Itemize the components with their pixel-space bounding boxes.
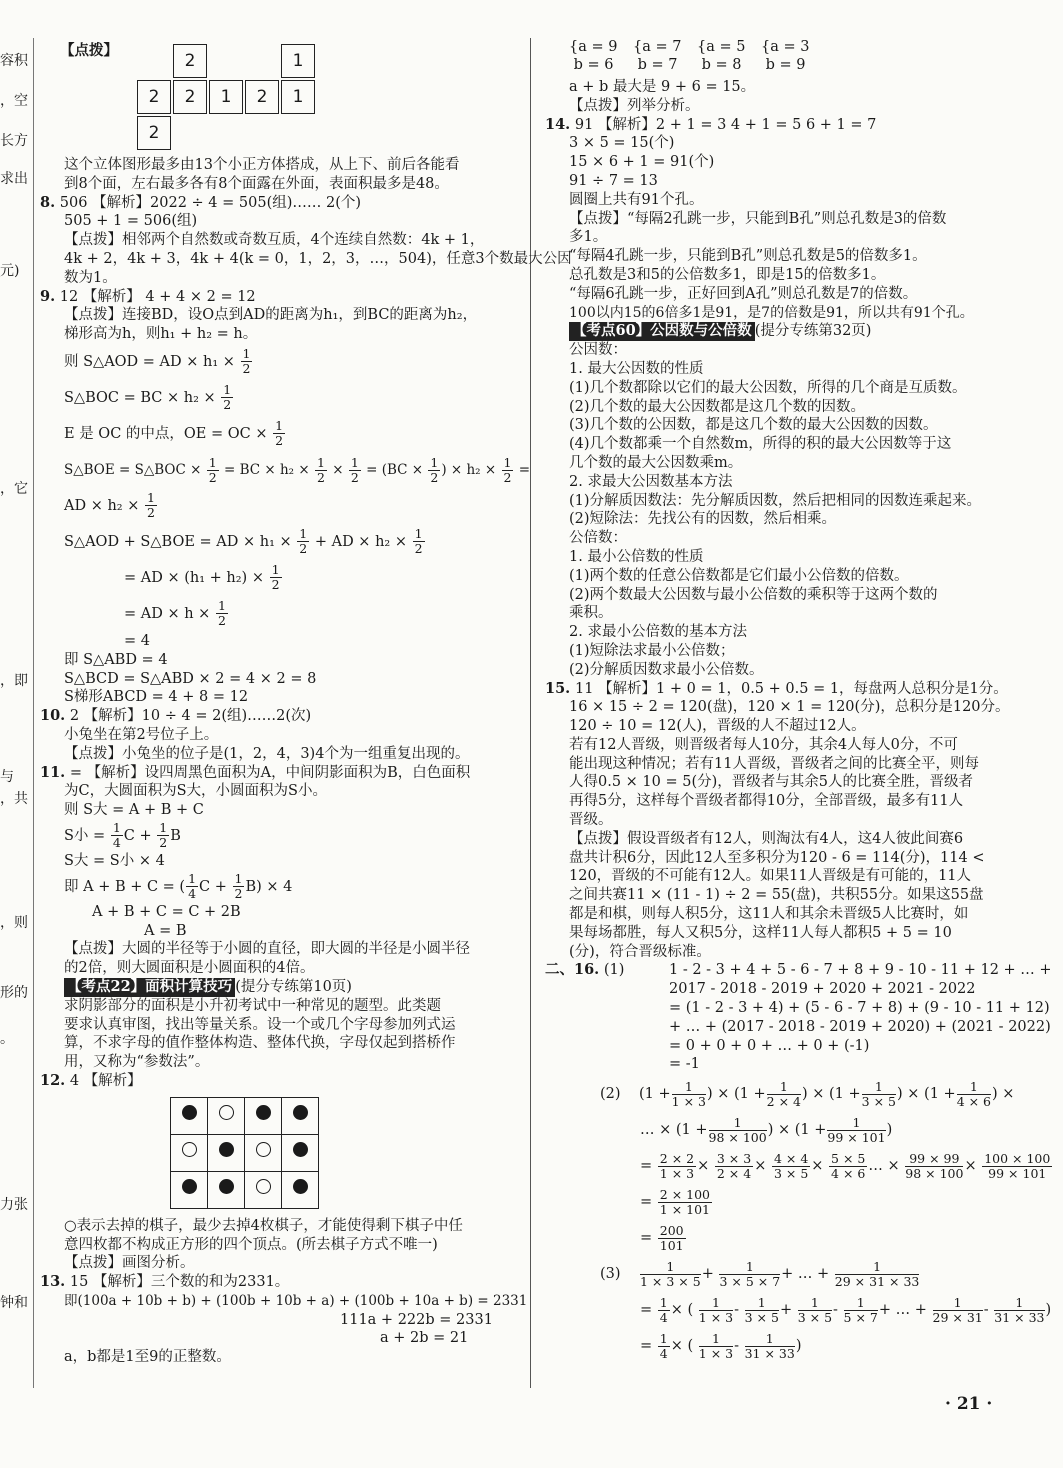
text-line: 120，晋级的不可能有12人。如果11人晋级是有可能的，11人: [569, 868, 972, 885]
text-line: 【点拨】连接BD，设O点到AD的距离为h₁，到BC的距离为h₂，: [64, 307, 478, 324]
fraction: $\frac{1}{4}$: [659, 1294, 668, 1325]
fraction: $\frac{2 \times 100}{1 \times 101}$: [659, 1186, 710, 1217]
black-piece-icon: [293, 1142, 308, 1157]
text-line: 到8个面，左右最多各有8个面露在外面，表面积最多是48。: [64, 175, 449, 192]
board-cell: [208, 1134, 245, 1171]
text-line: = -1: [669, 1056, 700, 1073]
fraction: $\frac{1}{2}$: [234, 871, 243, 902]
text-line: = 【解析】设四周黑色面积为A，中间阴影面积为B，白色面积: [69, 764, 471, 781]
math-text: 则 S△AOD = AD × h₁ ×: [64, 353, 235, 370]
chessboard-figure: [170, 1097, 319, 1209]
net-cell: 2: [245, 80, 279, 114]
text-line: 506 【解析】2022 ÷ 4 = 505(组)…… 2(个): [59, 194, 362, 211]
text-line: + … + (2017 - 2018 - 2019 + 2020) + (2021 - 2022): [669, 1018, 1051, 1035]
board-cell: [208, 1171, 245, 1208]
fraction: $\frac{1}{3 \times 5}$: [861, 1078, 896, 1109]
fraction: $\frac{1}{98 \times 100}$: [708, 1114, 767, 1145]
net-cell: 2: [137, 80, 171, 114]
board-cell: [171, 1171, 208, 1208]
fraction: $\frac{1}{3 \times 5}$: [797, 1294, 833, 1325]
black-piece-icon: [182, 1179, 197, 1194]
text-line: 晋级。: [569, 812, 613, 829]
text-line: 3 × 5 = 15(个): [569, 135, 675, 152]
text-line: 再得5分，这样每个晋级者都得10分，全部晋级，最多有11人: [569, 793, 964, 810]
text-line: 2. 求最大公因数基本方法: [569, 473, 733, 490]
text-line: 几个数的最大公因数乘m。: [569, 454, 743, 471]
removed-piece-icon: [256, 1142, 271, 1157]
net-cell: 1: [281, 44, 315, 78]
edge-fragment: ，空: [0, 93, 28, 109]
text-line: 【点拨】假设晋级者有12人，则淘汰有4人，这4人彼此间赛6: [569, 830, 964, 847]
net-cell: 2: [173, 80, 207, 114]
black-piece-icon: [219, 1179, 234, 1194]
fraction: $\frac{100 \times 100}{99 \times 101}$: [984, 1150, 1051, 1181]
text-line: 总孔数是3和5的公倍数多1，即是15的倍数多1。: [569, 266, 886, 283]
text-line: 2. 求最小公倍数的基本方法: [569, 624, 747, 641]
fraction: $\frac{1}{2}$: [146, 490, 155, 521]
board-cell: [245, 1134, 282, 1171]
question-number: 13.: [40, 1273, 66, 1291]
question-number: 9.: [40, 287, 56, 305]
black-piece-icon: [219, 1142, 234, 1157]
fraction: $\frac{1}{4}$: [112, 820, 121, 851]
text-line: A = B: [144, 922, 187, 939]
fraction: $\frac{1}{2}$: [350, 454, 359, 485]
text-line: 111a + 222b = 2331: [340, 1311, 493, 1328]
text-line: 的2倍，则大圆面积是小圆面积的4倍。: [64, 960, 315, 977]
math-text: ) × h₂ ×: [441, 461, 497, 478]
math-text: AD × h₂ ×: [64, 497, 140, 514]
text-line: 1. 最小公倍数的性质: [569, 548, 704, 565]
edge-fragment: 长方: [0, 133, 28, 149]
text-line: (2)分解质因数求最小公倍数。: [569, 661, 764, 678]
text-line: = (1 - 2 - 3 + 4) + (5 - 6 - 7 + 8) + (9 - 10 - 11 + 12): [669, 1000, 1050, 1017]
math-text: = AD × h ×: [124, 605, 211, 622]
fraction: $\frac{1}{1 \times 3}$: [671, 1078, 706, 1109]
board-cell: [282, 1134, 319, 1171]
fraction: $\frac{1}{2}$: [208, 454, 217, 485]
text-line: 要求认真审图，找出等量关系。设一个或几个字母参加列式运: [64, 1016, 456, 1033]
fraction: $\frac{1}{31 \times 33}$: [744, 1330, 795, 1361]
question-number: 14.: [545, 115, 571, 133]
fraction: $\frac{1}{2}$: [223, 382, 232, 413]
text-line: 【点拨】“每隔2孔跳一步，只能到B孔”则总孔数是3的倍数: [569, 210, 947, 227]
removed-piece-icon: [182, 1142, 197, 1157]
black-piece-icon: [293, 1105, 308, 1120]
edge-fragment: 元): [0, 263, 20, 279]
edge-fragment: 。: [0, 1031, 14, 1047]
edge-fragment: 力张: [0, 1197, 28, 1213]
system-4: {a = 3 b = 9: [761, 39, 810, 73]
math-text: S小 =: [64, 827, 106, 844]
text-line: 91 【解析】2 + 1 = 3 4 + 1 = 5 6 + 1 = 7: [574, 116, 877, 133]
text-line: 算，不求字母的值作整体构造、整体代换，字母仅起到搭桥作: [64, 1035, 456, 1052]
text-line: A + B + C = C + 2B: [92, 903, 241, 920]
text-line: 多1。: [569, 229, 608, 246]
math-text: S△BOC = BC × h₂ ×: [64, 389, 216, 406]
text-line: (4)几个数都乘一个自然数m，所得的积的最大公因数等于这: [569, 436, 952, 453]
math-text: C +: [199, 878, 227, 895]
text-line: (1)几个数都除以它们的最大公因数，所得的几个商是互质数。: [569, 379, 967, 396]
math-text: E 是 OC 的中点，OE = OC ×: [64, 425, 268, 442]
text-line: (分)，符合晋级标准。: [569, 943, 711, 960]
edge-fragment: 容积: [0, 53, 28, 69]
fraction: $\frac{1}{2}$: [217, 598, 226, 629]
text-line: (3)几个数的公因数，都是这几个数的最大公因数的因数。: [569, 417, 938, 434]
text-line: 2017 - 2018 - 2019 + 2020 + 2021 - 2022: [669, 981, 976, 998]
math-text: = (BC ×: [366, 461, 424, 478]
text-line: 公倍数：: [569, 530, 627, 547]
key-point-label: 【考点22】面积计算技巧: [64, 978, 235, 997]
text-line: 4 【解析】: [69, 1072, 142, 1089]
net-cell: 2: [137, 116, 171, 150]
removed-piece-icon: [219, 1105, 234, 1120]
fraction: $\frac{1}{4}$: [188, 871, 197, 902]
gutter-line: [33, 38, 34, 1388]
fraction: $\frac{1}{2}$: [414, 526, 423, 557]
text-line: 11 【解析】1 + 0 = 1，0.5 + 0.5 = 1，每盘两人总积分是1分。: [575, 680, 1008, 697]
text-line: 91 ÷ 7 = 13: [569, 172, 658, 189]
board-cell: [245, 1097, 282, 1134]
text-line: 即(100a + 10b + b) + (100b + 10b + a) + (100b + 10a + b) = 2331: [64, 1292, 528, 1309]
text-line: 若有12人晋级，则晋级者每人10分，其余4人每人0分，不可: [569, 736, 958, 753]
question-number: 15.: [545, 679, 571, 697]
black-piece-icon: [182, 1105, 197, 1120]
math-text: B) × 4: [245, 878, 293, 895]
text-line: a，b都是1至9的正整数。: [64, 1349, 231, 1366]
left-column: [40, 38, 572, 1367]
text-line: 人得0.5 × 10 = 5(分)，晋级者与其余5人的比赛全胜，晋级者: [569, 774, 974, 791]
text-line: 这个立体图形最多由13个小正方体搭成，从上下、前后各能看: [64, 157, 460, 173]
text-line: 能出现这种情况；若有11人晋级，晋级者之间的比赛全平，则每: [569, 755, 979, 772]
edge-fragment: 钟和: [0, 1295, 28, 1311]
edge-fragment: ，则: [0, 915, 28, 931]
board-row: [171, 1097, 319, 1134]
fraction: $\frac{1}{4 \times 6}$: [956, 1078, 992, 1109]
math-text: 即 S△ABD = 4: [64, 651, 168, 668]
text-line: 120 ÷ 10 = 12(人)，晋级的人不超过12人。: [569, 718, 866, 735]
system-1: {a = 9 b = 6: [569, 39, 618, 73]
q16-part3: (3) $\frac{1}{1 \times 3 \times 5}$ + $\frac{1}{3 \times 5 \times 7}$ + … + $\frac{1}{29 \times 31 \times 33}$ = $\frac{1}{4}$ × ( $\frac{1}{1 \times 3}$ - $\frac{1}{3 \times 5}$ + $\frac{1}{3 \times 5}$ - $\frac{1}{5 \times 7}$ + … + $\frac{1}{29 \times 31}$ - $\frac{1}{31 \times 33}$ ) = $\frac{1}{4}$ × ( $\frac{1}{1 \times 3}$ - $\frac{1}{31 \times 33}$ ): [600, 1258, 1052, 1361]
edge-fragment: 与: [0, 769, 14, 785]
text-line: “每隔4孔跳一步，只能到B孔”则总孔数是5的倍数多1。: [569, 248, 927, 265]
key-point-60-body: [545, 341, 1025, 679]
sub-label: (3): [600, 1266, 621, 1283]
adjacent-page-fragments: [0, 40, 30, 1340]
text-line: 1 - 2 - 3 + 4 + 5 - 6 - 7 + 8 + 9 - 10 - 11 + 12 + … +: [669, 962, 1052, 979]
text-line: 乘积。: [569, 605, 613, 622]
fraction: $\frac{3 \times 3}{2 \times 4}$: [716, 1150, 752, 1181]
text-line: 求阴影部分的面积是小升初考试中一种常见的题型。此类题: [64, 997, 441, 1014]
math-text: = BC × h₂ ×: [223, 461, 310, 478]
text-line: 小兔坐在第2号位子上。: [64, 726, 219, 743]
text-line: 1. 最大公因数的性质: [569, 360, 704, 377]
board-cell: [245, 1171, 282, 1208]
board-cell: [282, 1171, 319, 1208]
math-text: =: [518, 461, 531, 478]
math-text: ×: [332, 461, 344, 478]
text-line: (2)短除法：先找公有的因数，然后相乘。: [569, 511, 837, 528]
text-line: 意四枚都不构成正方形的四个顶点。(所去棋子方式不唯一): [64, 1236, 438, 1253]
sub-label: (1): [603, 962, 625, 979]
fraction: $\frac{1}{2 \times 4}$: [766, 1078, 801, 1109]
text-line: 都是和棋，则每人积5分，这11人和其余未晋级5人比赛时，如: [569, 906, 969, 923]
fraction: $\frac{1}{31 \times 33}$: [994, 1294, 1045, 1325]
fraction: $\frac{2 \times 2}{1 \times 3}$: [659, 1150, 695, 1181]
text-line: (1)两个数的任意公倍数都是它们最小公倍数的倍数。: [569, 567, 909, 584]
hint-label: 【点拨】: [60, 42, 118, 59]
text-line: S大 = S小 × 4: [64, 852, 165, 869]
text-line: (1)分解质因数法：先分解质因数，然后把相同的因数连乘起来。: [569, 492, 982, 509]
edge-fragment: ，共: [0, 791, 28, 807]
text-line: a + b 最大是 9 + 6 = 15。: [569, 79, 756, 95]
removed-piece-icon: [256, 1179, 271, 1194]
math-text: B: [170, 827, 181, 844]
equation-systems: [545, 38, 1025, 78]
text-line: 12 【解析】 4 + 4 × 2 = 12: [59, 288, 256, 305]
text-line: 15 【解析】三个数的和为2331。: [69, 1274, 290, 1291]
text-line: 15 × 6 + 1 = 91(个): [569, 154, 715, 171]
text-line: 果每场都胜，每人又积5分，这样11人每人都积5 + 5 = 10: [569, 924, 952, 941]
question-number: 二、16.: [545, 961, 600, 979]
board-cell: [171, 1134, 208, 1171]
fraction: $\frac{1}{1 \times 3}$: [698, 1330, 734, 1361]
fraction: $\frac{1}{2}$: [159, 820, 168, 851]
fraction: $\frac{1}{2}$: [275, 418, 284, 449]
key-point-ref: (提分专练第10页): [235, 978, 352, 995]
fraction: $\frac{1}{2}$: [271, 562, 280, 593]
text-line: 【点拨】小兔坐的位子是(1，2，4，3)4个为一组重复出现的。: [64, 745, 470, 762]
text-line: 盘共计积6分，因此12人至多积分为120 - 6 = 114(分)，114 <: [569, 849, 985, 866]
text-line: 【点拨】画图分析。: [64, 1255, 195, 1272]
board-row: [171, 1171, 319, 1208]
math-text: S△BOE = S△BOC ×: [64, 461, 202, 478]
text-line: 数为1。: [64, 269, 117, 286]
question-number: 10.: [40, 707, 66, 725]
fraction: $\frac{1}{2}$: [316, 454, 325, 485]
page-number: · 21 ·: [945, 1394, 993, 1414]
q7-net-block: [40, 38, 520, 156]
black-piece-icon: [256, 1105, 271, 1120]
fraction: $\frac{1}{2}$: [430, 454, 439, 485]
question-number: 12.: [40, 1071, 66, 1089]
text-line: 梯形高为h，则h₁ + h₂ = h。: [64, 326, 258, 343]
net-cell: 1: [281, 80, 315, 114]
system-2: {a = 7 b = 7: [633, 39, 682, 73]
fraction: $\frac{1}{2}$: [299, 526, 308, 557]
fraction: $\frac{1}{29 \times 31}$: [932, 1294, 983, 1325]
black-piece-icon: [293, 1179, 308, 1194]
text-line: 用，又称为“参数法”。: [64, 1054, 210, 1071]
edge-fragment: 形的: [0, 985, 28, 1001]
text-line: 100以内15的6倍多1是91，是7的倍数是91，所以共有91个孔。: [569, 304, 974, 321]
math-text: + AD × h₂ ×: [314, 533, 407, 550]
math-text: 即 A + B + C = (: [64, 878, 186, 895]
fraction: $\frac{1}{99 \times 101}$: [827, 1114, 886, 1145]
text-line: 之间共赛11 × (11 - 1) ÷ 2 = 55(盘)，共积55分。如果这55盘: [569, 887, 984, 904]
edge-fragment: ，它: [0, 481, 28, 497]
board-cell: [171, 1097, 208, 1134]
fraction: $\frac{1}{4}$: [659, 1330, 668, 1361]
text-line: 【点拨】列举分析。: [569, 97, 700, 114]
fraction: $\frac{99 \times 99}{98 \times 100}$: [905, 1150, 964, 1181]
fraction: $\frac{1}{29 \times 31 \times 33}$: [834, 1258, 920, 1289]
column-divider: [530, 38, 531, 1388]
text-line: 【点拨】相邻两个自然数或奇数互质，4个连续自然数：4k + 1，: [64, 232, 485, 249]
math-text: S△AOD + S△BOE = AD × h₁ ×: [64, 533, 292, 550]
question-number: 11.: [40, 763, 66, 781]
net-cell: 1: [209, 80, 243, 114]
text-line: 4k + 2，4k + 3，4k + 4(k = 0，1，2，3，…，504)，任意3个数最大公因: [64, 250, 572, 267]
fraction: $\frac{1}{2}$: [503, 454, 512, 485]
text-line: = 0 + 0 + 0 + … + 0 + (-1): [669, 1037, 870, 1054]
right-column: [545, 38, 1052, 1364]
system-3: {a = 5 b = 8: [697, 39, 746, 73]
q9-derivation: [40, 344, 531, 707]
fraction: $\frac{1}{1 \times 3}$: [698, 1294, 734, 1325]
text-line: 则 S大 = A + B + C: [64, 802, 204, 819]
board-cell: [208, 1097, 245, 1134]
text-line: ○表示去掉的棋子，最少去掉4枚棋子，才能使得剩下棋子中任: [64, 1217, 463, 1234]
cube-net-figure: [135, 38, 520, 156]
fraction: $\frac{5 \times 5}{4 \times 6}$: [831, 1150, 866, 1181]
text-line: (1)短除法求最小公倍数；: [569, 642, 735, 659]
question-number: 8.: [40, 193, 56, 211]
text-line: 为C，大圆面积为S大，小圆面积为S小。: [64, 783, 327, 800]
math-text: S梯形ABCD = 4 + 8 = 12: [64, 689, 249, 706]
fraction: $\frac{1}{5 \times 7}$: [843, 1294, 878, 1325]
board-cell: [282, 1097, 319, 1134]
text-line: 505 + 1 = 506(组): [64, 213, 198, 230]
key-point-label: 【考点60】公因数与公倍数: [569, 322, 755, 341]
text-line: (2)几个数的最大公因数都是这几个数的因数。: [569, 398, 866, 415]
text-line: 圆圈上共有91个孔。: [569, 191, 704, 208]
text-line: 16 × 15 ÷ 2 = 120(盘)，120 × 1 = 120(分)，总积分是120分。: [569, 699, 1010, 716]
text-line: a + 2b = 21: [380, 1330, 469, 1347]
math-text: S△BCD = S△ABD × 2 = 4 × 2 = 8: [64, 670, 317, 687]
fraction: $\frac{1}{3 \times 5}$: [744, 1294, 779, 1325]
text-line: 2 【解析】10 ÷ 4 = 2(组)……2(次): [69, 708, 312, 725]
key-point-ref: (提分专练第32页): [754, 323, 872, 340]
text-line: “每隔6孔跳一步，正好回到A孔”则总孔数是7的倍数。: [569, 285, 918, 302]
fraction: $\frac{1}{2}$: [242, 346, 251, 377]
math-text: = 4: [124, 632, 150, 649]
fraction: $\frac{200}{101}$: [659, 1222, 684, 1253]
text-line: 【点拨】大圆的半径等于小圆的直径，即大圆的半径是小圆半径: [64, 941, 470, 958]
net-cell: 2: [173, 44, 207, 78]
board-row: [171, 1134, 319, 1171]
sub-label: (2): [600, 1086, 621, 1103]
edge-fragment: ，即: [0, 673, 28, 689]
q15-body: [545, 680, 1025, 962]
math-text: = AD × (h₁ + h₂) ×: [124, 569, 264, 586]
text-line: (2)两个数最大公因数与最小公倍数的乘积等于这两个数的: [569, 586, 938, 603]
fraction: $\frac{1}{3 \times 5 \times 7}$: [719, 1258, 781, 1289]
edge-fragment: 求出: [0, 171, 28, 187]
q16-part2: (2) (1 + $\frac{1}{1 \times 3}$ ) × (1 + $\frac{1}{2 \times 4}$ ) × (1 + $\frac{1}{3 \times 5}$ ) × (1 + $\frac{1}{4 \times 6}$ ) × … × (1 + $\frac{1}{98 \times 100}$ ) × (1 + $\frac{1}{99 \times 101}$ ) = $\frac{2 \times 2}{1 \times 3}$ × $\frac{3 \times 3}{2 \times 4}$ × $\frac{4 \times 4}{3 \times 5}$ × $\frac{5 \times 5}{4 \times 6}$ … × $\frac{99 \times 99}{98 \times 100}$ × $\frac{100 \times 100}{99 \times 101}$ = $\frac{2 \times 100}{1 \times 101}$ = $\frac{200}{101}$: [600, 1078, 1051, 1253]
fraction: $\frac{4 \times 4}{3 \times 5}$: [773, 1150, 809, 1181]
fraction: $\frac{1}{1 \times 3 \times 5}$: [639, 1258, 701, 1289]
text-line: 公因数：: [569, 342, 627, 359]
math-text: C +: [123, 827, 152, 844]
